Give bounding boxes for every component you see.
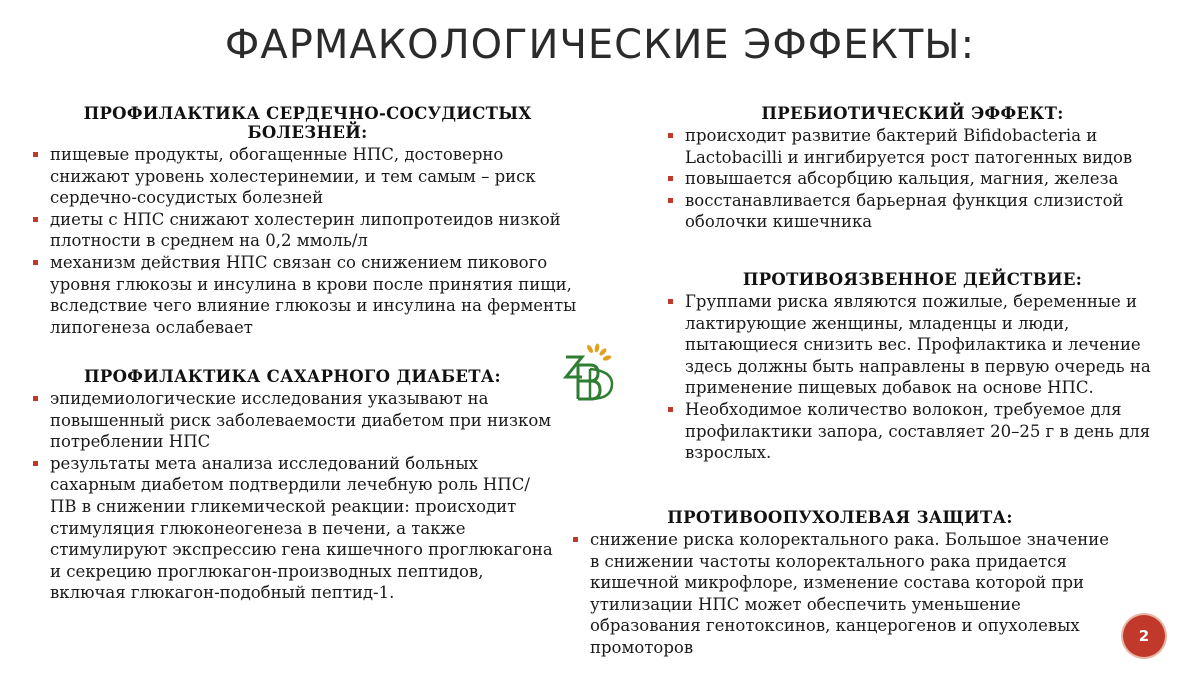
- bullet-list: [30, 144, 585, 338]
- bullet-list: [665, 291, 1160, 464]
- bullet-icon: [668, 407, 673, 412]
- section-heading: ПРОТИВОЯЗВЕННОЕ ДЕЙСТВИЕ:: [742, 270, 1083, 289]
- bullet-list: [665, 125, 1160, 233]
- page-number-badge: 2: [1123, 615, 1165, 657]
- bullet-list: [570, 529, 1110, 659]
- bullet-icon: [668, 133, 673, 138]
- section-heading: ПРОФИЛАКТИКА СЕРДЕЧНО-СОСУДИСТЫХ БОЛЕЗНЕЙ:: [83, 104, 532, 142]
- list-item: повышается абсорбцию кальция, магния, железа: [665, 168, 1160, 190]
- bullet-icon: [33, 461, 38, 466]
- section-antitumor: [570, 508, 1110, 659]
- section-heading: ПРОТИВООПУХОЛЕВАЯ ЗАЩИТА:: [667, 508, 1013, 527]
- list-item: снижение риска колоректального рака. Большое значение в снижении частоты колоректального рака придается кишечной микрофлоре, изменение состава которой при утилизации НПС может обеспечить уменьшение образования генотоксинов, канцерогенов и опухолевых промоторов: [570, 529, 1110, 659]
- bullet-icon: [33, 217, 38, 222]
- bullet-icon: [33, 152, 38, 157]
- bullet-icon: [573, 537, 578, 542]
- bullet-icon: [668, 176, 673, 181]
- list-item: Необходимое количество волокон, требуемое для профилактики запора, составляет 20–25 г в день для взрослых.: [665, 399, 1160, 464]
- section-antiulcer: [665, 270, 1160, 464]
- page-title: ФАРМАКОЛОГИЧЕСКИЕ ЭФФЕКТЫ:: [224, 22, 976, 68]
- section-prebiotic: [665, 104, 1160, 233]
- section-diabetes: [30, 367, 555, 604]
- list-item: происходит развитие бактерий Bifidobacteria и Lactobacilli и ингибируется рост патогенных видов: [665, 125, 1160, 168]
- section-heading: ПРЕБИОТИЧЕСКИЙ ЭФФЕКТ:: [761, 104, 1064, 123]
- wheat-logo-icon: [560, 343, 616, 403]
- list-item: механизм действия НПС связан со снижением пикового уровня глюкозы и инсулина в крови после принятия пищи, вследствие чего влияние глюкозы и инсулина на ферменты липогенеза ослабевает: [30, 252, 585, 338]
- bullet-icon: [668, 299, 673, 304]
- section-heading: ПРОФИЛАКТИКА САХАРНОГО ДИАБЕТА:: [84, 367, 501, 386]
- bullet-list: [30, 388, 555, 604]
- list-item: диеты с НПС снижают холестерин липопротеидов низкой плотности в среднем на 0,2 ммоль/л: [30, 209, 585, 252]
- bullet-icon: [33, 396, 38, 401]
- list-item: восстанавливается барьерная функция слизистой оболочки кишечника: [665, 190, 1160, 233]
- section-cardiovascular: [30, 104, 585, 338]
- list-item: пищевые продукты, обогащенные НПС, достоверно снижают уровень холестеринемии, и тем самым – риск сердечно-сосудистых болезней: [30, 144, 585, 209]
- list-item: Группами риска являются пожилые, беременные и лактирующие женщины, младенцы и люди, пытающиеся снизить вес. Профилактика и лечение здесь должны быть направлены в первую очередь на применение пищевых добавок на основе НПС.: [665, 291, 1160, 399]
- list-item: результаты мета анализа исследований больных сахарным диабетом подтвердили лечебную роль НПС/ПВ в снижении гликемической реакции: происходит стимуляция глюконеогенеза в печени, а также стимулируют экспрессию гена кишечного проглюкагона и секрецию проглюкагон-производных пептидов, включая глюкагон-подобный пептид-1.: [30, 453, 555, 604]
- bullet-icon: [668, 198, 673, 203]
- list-item: эпидемиологические исследования указывают на повышенный риск заболеваемости диабетом при низком потреблении НПС: [30, 388, 555, 453]
- bullet-icon: [33, 260, 38, 265]
